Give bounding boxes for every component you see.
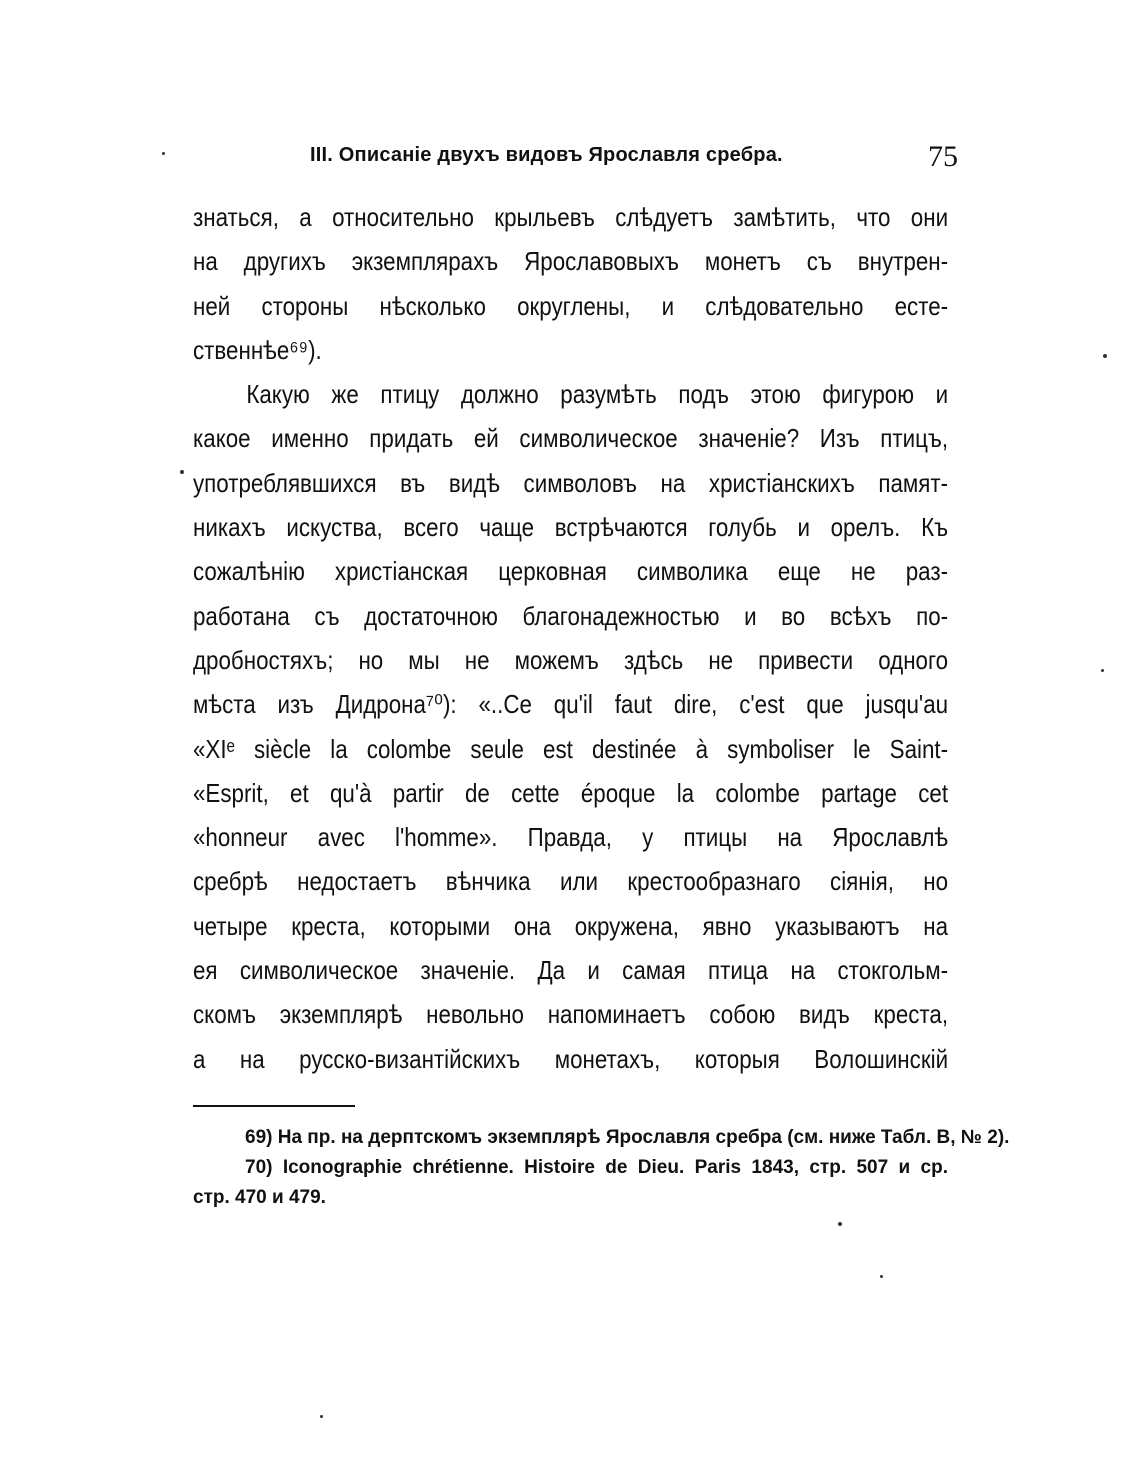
text-line: никахъ искуства, всего чаще встрѣчаются голубь и орелъ. Къ <box>193 512 949 543</box>
footnote-70: 70) Iconographie chrétienne. Histoire de Dieu. Paris 1843, стр. 507 и ср. <box>245 1157 948 1178</box>
text-line: употреблявшихся въ видѣ символовъ на христіанскихъ памят- <box>193 467 949 498</box>
text-line: «XIᵉ siècle la colombe seule est destinée à symboliser le Saint- <box>193 733 949 764</box>
text-line: «honneur avec l'homme». Правда, у птицы на Ярославлѣ <box>193 822 949 853</box>
footnotes <box>193 1123 1010 1213</box>
running-head <box>310 140 958 180</box>
text-line: а на русско-византійскихъ монетахъ, которыя Волошинскій <box>193 1043 949 1074</box>
scan-speck <box>320 1415 323 1418</box>
paragraph-2 <box>193 372 948 1081</box>
text-line: дробностяхъ; но мы не можемъ здѣсь не привести одного <box>193 644 949 675</box>
text-line: четыре креста, которыми она окружена, явно указываютъ на <box>193 910 949 941</box>
chapter-title: III. Описаніе двухъ видовъ Ярославля сребра. <box>310 144 783 166</box>
text-line: Какую же птицу должно разумѣть подъ этою фигурою и <box>246 379 949 410</box>
text-line: работана съ достаточною благонадежностью и во всѣхъ по- <box>193 600 949 631</box>
text-line: знаться, а относительно крыльевъ слѣдуетъ замѣтить, что они <box>193 202 949 232</box>
text-line: ея символическое значеніе. Да и самая птица на стокгольм- <box>193 955 949 986</box>
paragraph-1 <box>193 195 948 372</box>
text-line: какое именно придать ей символическое значеніе? Изъ птицъ, <box>193 423 949 454</box>
page-number: 75 <box>928 140 958 173</box>
footnote-69: 69) На пр. на дерптскомъ экземплярѣ Ярославля сребра (см. ниже Табл. В, № 2). <box>245 1127 1010 1148</box>
scan-speck <box>880 1275 883 1278</box>
scan-speck <box>838 1222 842 1226</box>
text-line: на другихъ экземплярахъ Ярославовыхъ монетъ съ внутрен- <box>193 246 949 277</box>
text-line: сожалѣнію христіанская церковная символика еще не раз- <box>193 556 949 587</box>
scan-speck <box>1101 669 1104 672</box>
body-text <box>193 195 948 1081</box>
text-line: сребрѣ недостаетъ вѣнчика или крестообразнаго сіянія, но <box>193 866 949 897</box>
text-line: ней стороны нѣсколько округлены, и слѣдовательно есте- <box>193 290 949 321</box>
scan-speck <box>1103 354 1107 358</box>
scan-speck <box>162 152 165 155</box>
text-line: «Esprit, et qu'à partir de cette époque la colombe partage cet <box>193 777 949 808</box>
footnote-divider <box>193 1105 355 1107</box>
scan-speck <box>180 470 184 474</box>
footnote-70-continuation: стр. 470 и 479. <box>193 1187 326 1208</box>
text-line: ственнѣе⁶⁹). <box>193 334 322 365</box>
text-line: мѣста изъ Дидрона⁷⁰): «..Ce qu'il faut dire, c'est que jusqu'au <box>193 689 949 720</box>
text-line: скомъ экземплярѣ невольно напоминаетъ собою видъ креста, <box>193 999 949 1030</box>
